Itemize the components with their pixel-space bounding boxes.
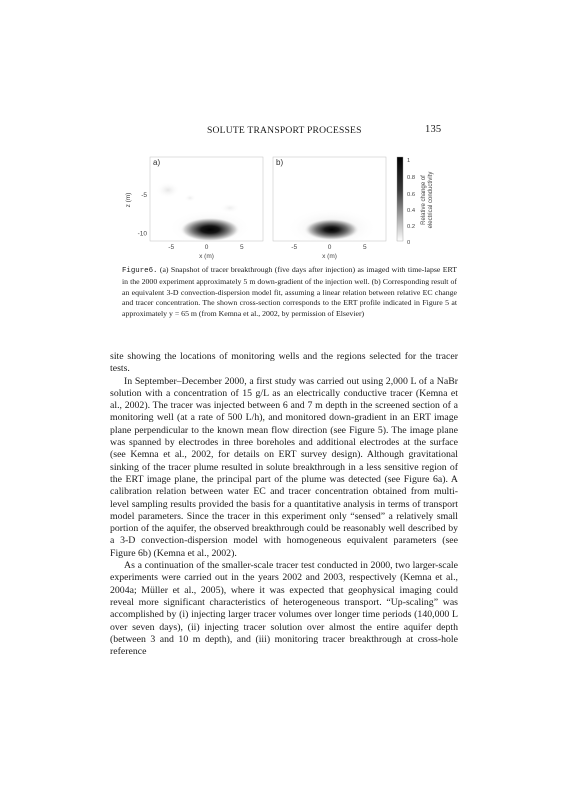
panel-b-xlabel: x (m) (322, 253, 337, 260)
panel-a-label: a) (153, 158, 161, 167)
figure-svg (110, 148, 460, 266)
colorbar-tick: 0.6 (407, 192, 416, 198)
panel-b-plume (304, 219, 360, 241)
colorbar-tick: 0 (407, 240, 411, 246)
panel-a-xtick: 5 (240, 244, 244, 251)
colorbar-label-line1: Relative change of (421, 175, 427, 225)
panel-a-ylabel: z (m) (125, 192, 132, 208)
panel-a-plume (180, 218, 240, 242)
figure-6 (110, 148, 460, 266)
colorbar-tick: 0.4 (407, 208, 416, 214)
panel-b-label: b) (276, 158, 284, 167)
body-paragraph: site showing the locations of monitoring wells and the regions selected for the tracer tests. (110, 351, 458, 375)
panel-a-ytick: -10 (137, 230, 147, 238)
colorbar-bar (397, 157, 403, 241)
panel-a-noise (156, 182, 180, 198)
figure-caption-text: (a) Snapshot of tracer breakthrough (five days after injection) as imaged with time-lapse ERT in the 2000 experiment approximately 5 m down-gradient of the injection well. (b) Corresponding result of an equivalent 3-D convection-dispersion model fit, assuming a linear relation between relative EC change and tracer concentration. The shown cross-section corresponds to the ERT profile indicated in Figure 5 at approximately y = 65 m (from Kemna et al., 2002, by permission of Elsevier) (122, 265, 457, 319)
body-paragraph: As a continuation of the smaller-scale tracer test conducted in 2000, two larger-scale experiments were carried out in the years 2002 and 2003, respectively (Kemna et al., 2004a; Müller et al., 2005), where it was expected that geophysical imaging could reveal more significant characteristics of heterogeneous transport. “Up-scaling” was accomplished by (i) injecting larger tracer volumes over longer time periods (140,000 L over seven days), (ii) injecting tracer solution over almost the entire aquifer depth (between 3 and 10 m depth), and (iii) monitoring tracer breakthrough at cross-hole reference (110, 560, 458, 658)
panel-a-ytick: -5 (141, 192, 147, 200)
figure-caption-label: Figure6. (122, 267, 158, 275)
running-title: SOLUTE TRANSPORT PROCESSES (207, 125, 362, 136)
panel-a-xtick: 0 (204, 244, 209, 251)
panel-b (273, 157, 386, 260)
colorbar-label-line2: electrical conductivity (428, 171, 434, 229)
colorbar-tick: 0.8 (407, 175, 416, 181)
colorbar-tick: 0.2 (407, 224, 416, 230)
panel-a-xtick: -5 (168, 244, 175, 251)
body-paragraph: In September–December 2000, a first study was carried out using 2,000 L of a NaBr solution with a concentration of 15 g/L as an electrically conductive tracer (Kemna et al., 2002). The tracer was injected between 6 and 7 m depth in the screened section of a monitoring well (at a rate of 500 L/h), and monitored down-gradient in an ERT image plane perpendicular to the known mean flow direction (see Figure 5). The image plane was spanned by electrodes in three boreholes and additional electrodes at the surface (see Kemna et al., 2002, for details on ERT survey design). Although gravitational sinking of the tracer plume resulted in solute breakthrough in a less sensitive region of the ERT image plane, the principal part of the plume was detected (see Figure 6a). A calibration relation between water EC and tracer concentration obtained from multi-level sampling results provided the basis for a quantitative analysis in terms of transport model parameters. Since the tracer in this experiment only “sensed” a relatively small portion of the aquifer, the observed breakthrough could be reasonably well described by a 3-D convection-dispersion model with homogeneous equivalent parameters (see Figure 6b) (Kemna et al., 2002). (110, 375, 458, 559)
panel-a (125, 157, 263, 260)
colorbar (397, 157, 434, 246)
figure-caption (122, 265, 457, 320)
panel-b-xtick: -5 (291, 244, 298, 251)
body-text (110, 351, 458, 658)
colorbar-tick: 1 (407, 158, 411, 164)
panel-a-xlabel: x (m) (199, 253, 214, 260)
page-number: 135 (425, 124, 442, 135)
panel-b-xtick: 5 (363, 244, 367, 251)
panel-a-noise (184, 194, 196, 202)
panel-b-xtick: 0 (327, 244, 332, 251)
